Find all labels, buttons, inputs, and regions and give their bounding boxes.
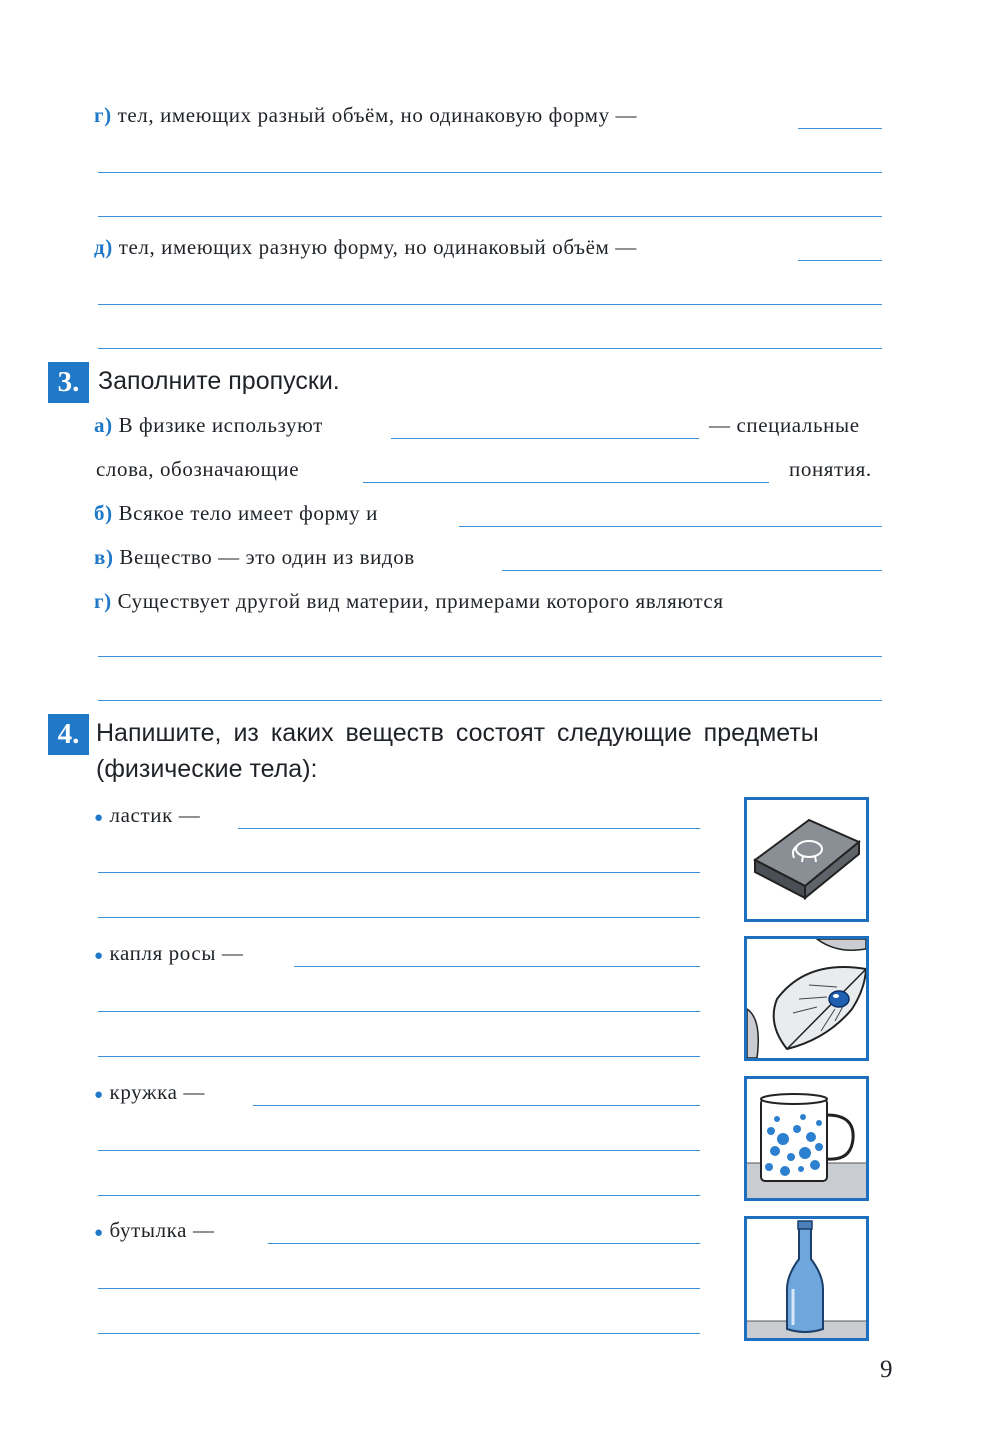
ex3-item-a [94, 413, 323, 438]
item-text: понятия. [789, 457, 872, 481]
bullet-icon: ● [94, 1225, 104, 1241]
ex4-item-mug [94, 1080, 205, 1105]
answer-line[interactable] [98, 1288, 700, 1289]
dew-drop-icon [829, 991, 849, 1007]
page-number: 9 [880, 1356, 893, 1383]
bottle-illustration [744, 1216, 869, 1341]
item-text: кружка — [109, 1080, 205, 1104]
dew-drop-leaf-illustration [744, 936, 869, 1061]
exercise-number: 3. [48, 362, 89, 403]
answer-line[interactable] [98, 1195, 700, 1196]
ex2-item-d [94, 235, 637, 260]
exercise-title: Напишите, из каких веществ состоят следующие предметы [96, 719, 819, 747]
ex2-item-g [94, 103, 637, 128]
ex4-item-bottle [94, 1218, 215, 1243]
answer-line[interactable] [294, 966, 700, 967]
answer-line[interactable] [98, 172, 882, 173]
answer-line[interactable] [98, 700, 882, 701]
item-text: Всякое тело имеет форму и [118, 501, 378, 525]
exercise-title: Заполните пропуски. [98, 367, 340, 395]
answer-line[interactable] [98, 1011, 700, 1012]
answer-line[interactable] [98, 216, 882, 217]
answer-line[interactable] [238, 828, 700, 829]
answer-line[interactable] [253, 1105, 700, 1106]
answer-line[interactable] [98, 917, 700, 918]
item-label: а) [94, 413, 113, 437]
mug-illustration [744, 1076, 869, 1201]
item-text: бутылка — [109, 1218, 215, 1242]
item-label: б) [94, 501, 113, 525]
answer-line[interactable] [98, 1150, 700, 1151]
bullet-icon: ● [94, 810, 104, 826]
item-text: — специальные [709, 413, 860, 437]
exercise-number: 4. [48, 714, 89, 755]
answer-line[interactable] [98, 872, 700, 873]
item-text: Существует другой вид материи, примерами которого являются [117, 589, 724, 613]
ex4-item-eraser [94, 803, 200, 828]
item-text: капля росы — [109, 941, 244, 965]
bullet-icon: ● [94, 1087, 104, 1103]
answer-line[interactable] [502, 570, 882, 571]
item-label: в) [94, 545, 114, 569]
answer-line[interactable] [98, 1333, 700, 1334]
item-label: г) [94, 589, 112, 613]
item-text: Вещество — это один из видов [119, 545, 415, 569]
item-text: тел, имеющих разный объём, но одинаковую форму — [117, 103, 638, 127]
answer-line[interactable] [98, 1056, 700, 1057]
answer-line[interactable] [98, 348, 882, 349]
answer-line[interactable] [98, 656, 882, 657]
item-text: В физике используют [118, 413, 323, 437]
item-text: слова, обозначающие [96, 457, 300, 481]
item-text: ластик — [109, 803, 201, 827]
ex3-item-b [94, 501, 378, 526]
ex3-item-g [94, 589, 724, 614]
eraser-illustration [744, 797, 869, 922]
bullet-icon: ● [94, 948, 104, 964]
answer-line[interactable] [798, 260, 882, 261]
answer-line[interactable] [391, 438, 699, 439]
answer-line[interactable] [98, 304, 882, 305]
answer-line[interactable] [459, 526, 882, 527]
ex4-item-dew-drop [94, 941, 244, 966]
answer-line[interactable] [268, 1243, 700, 1244]
item-label: д) [94, 235, 113, 259]
ex3-item-v [94, 545, 415, 570]
answer-line[interactable] [798, 128, 882, 129]
answer-line[interactable] [363, 482, 769, 483]
item-label: г) [94, 103, 112, 127]
exercise-title-continued: (физические тела): [96, 755, 318, 783]
item-text: тел, имеющих разную форму, но одинаковый объём — [118, 235, 637, 259]
